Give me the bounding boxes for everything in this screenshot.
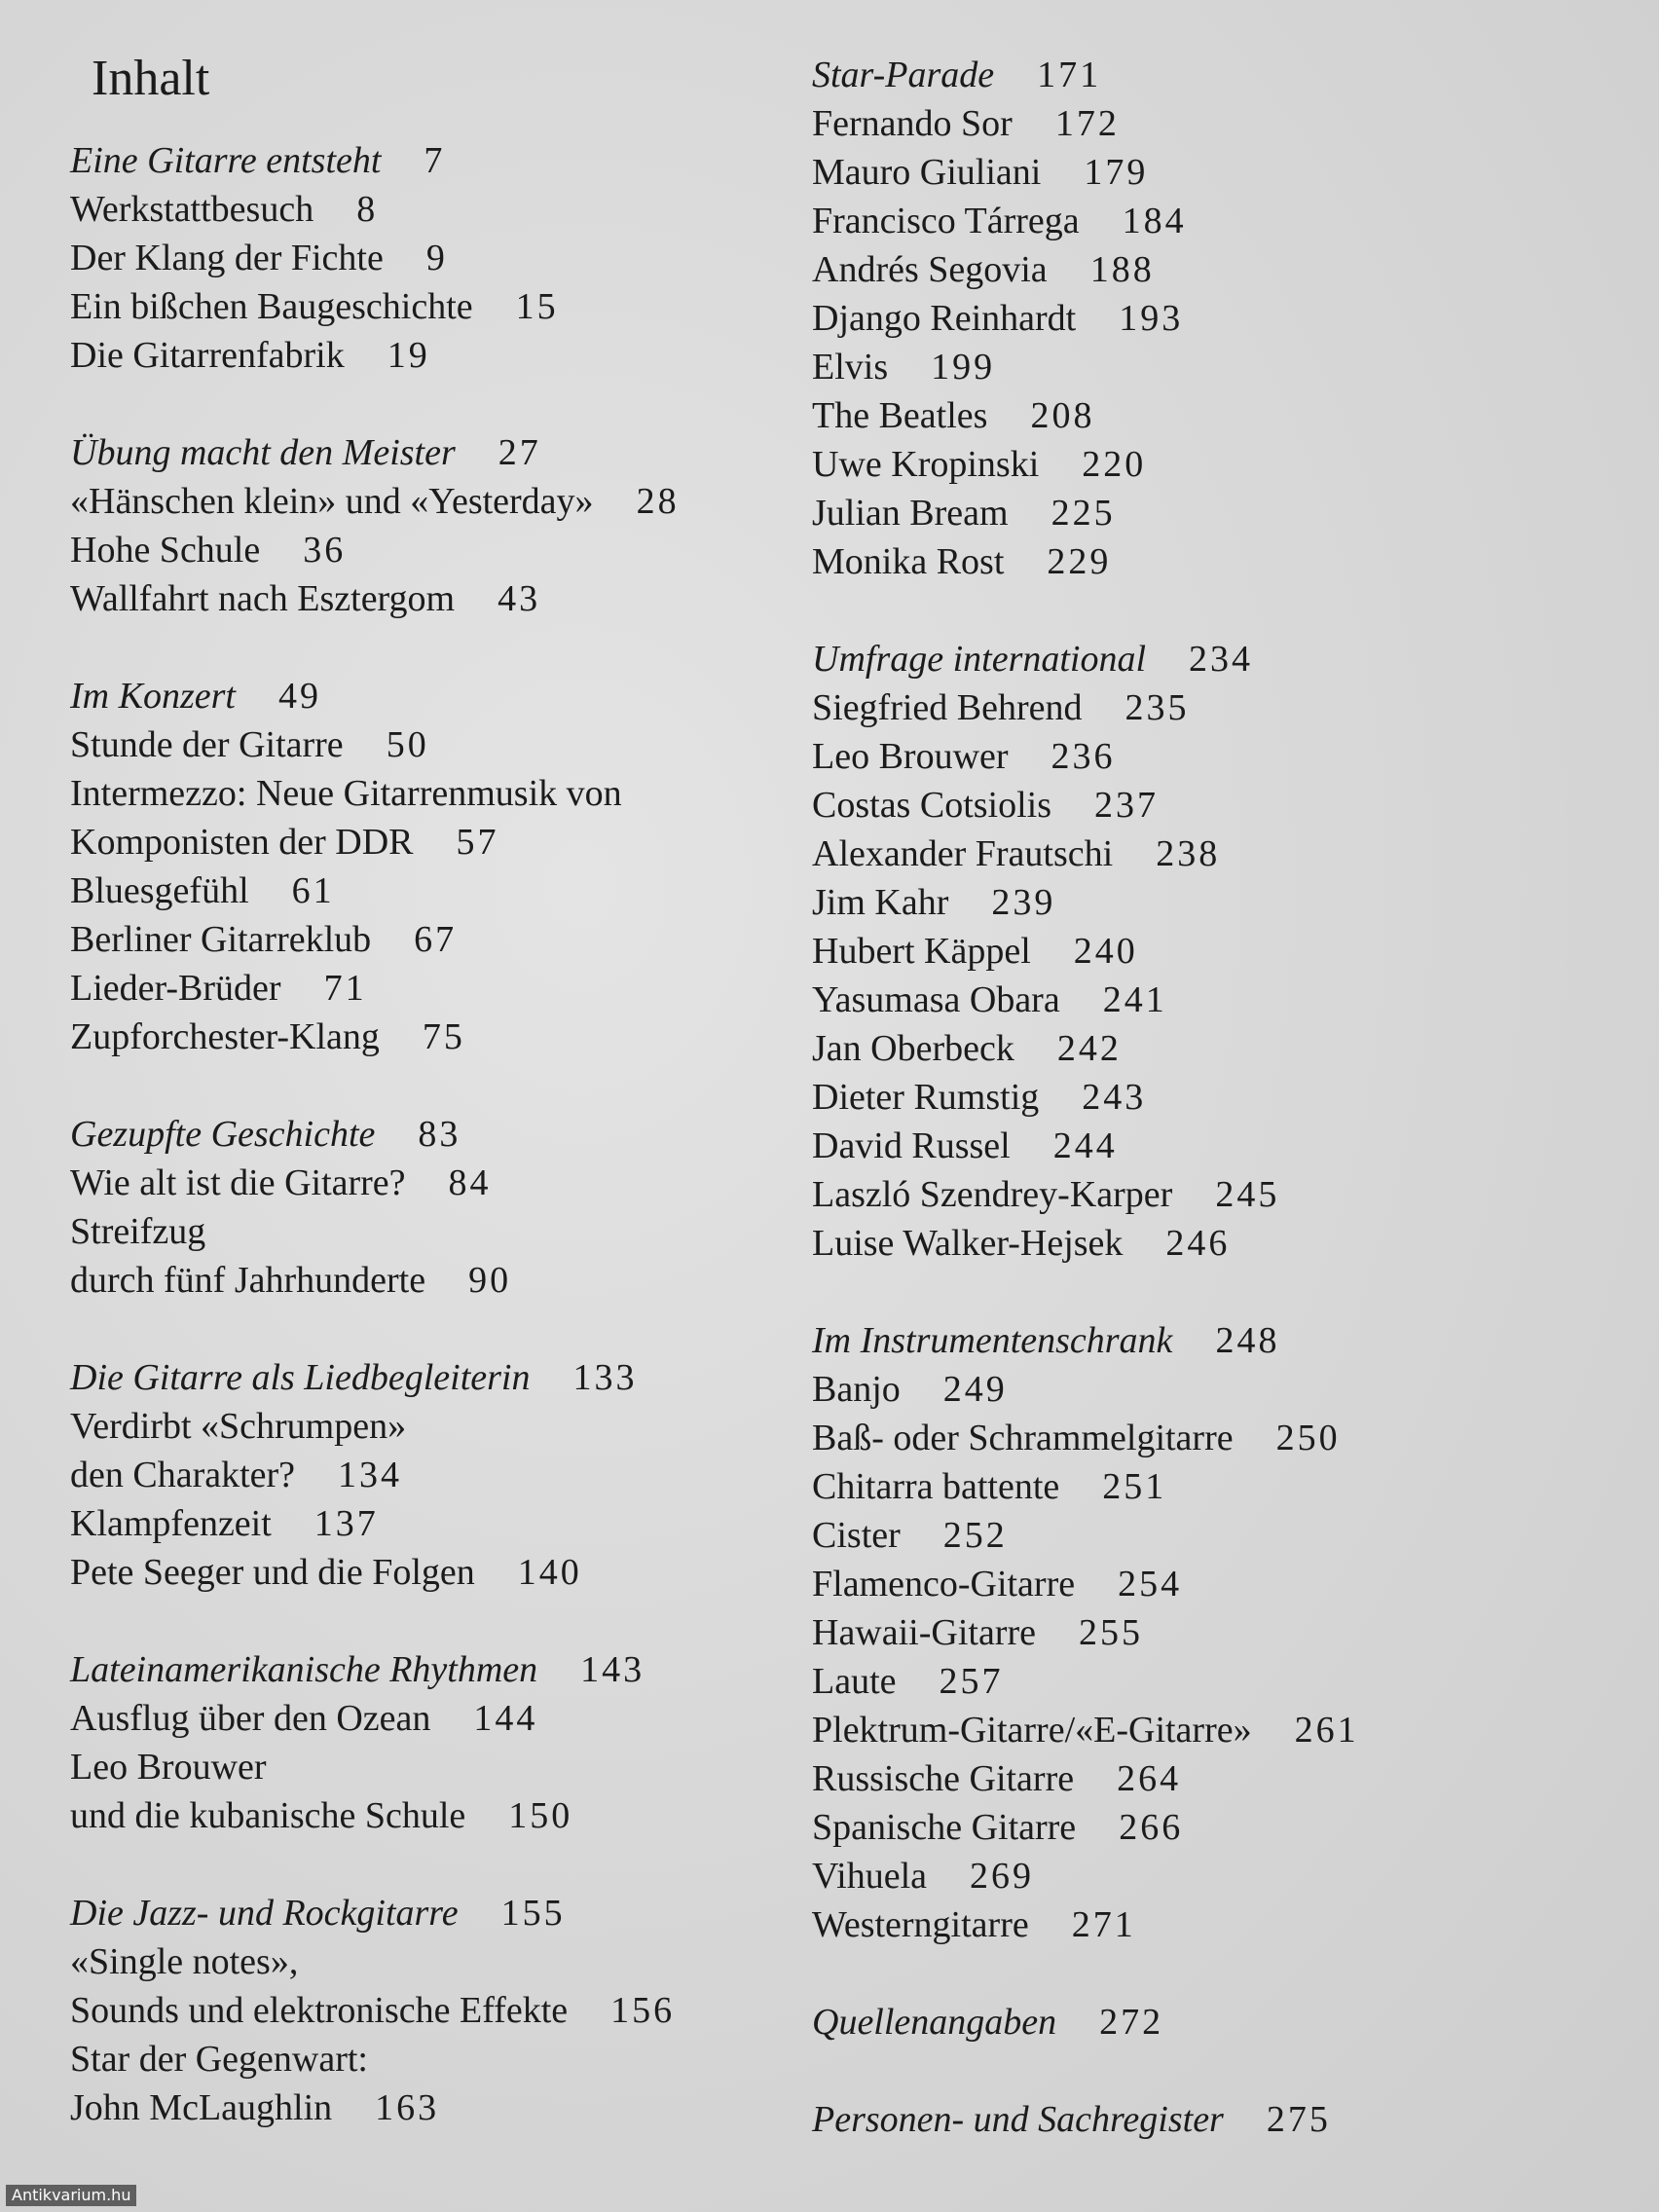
toc-entry — [70, 866, 791, 915]
entry-title: Hubert Käppel — [812, 931, 1031, 972]
toc-entry — [812, 1608, 1610, 1657]
page-number: 220 — [1082, 444, 1147, 485]
toc-entry — [70, 720, 791, 769]
toc-entry — [812, 148, 1610, 197]
entry-title: den Charakter? — [70, 1455, 296, 1495]
toc-entry — [70, 1013, 791, 1061]
section-heading-text: Quellenangaben — [812, 2002, 1057, 2043]
page-number: 163 — [375, 2087, 440, 2128]
entry-title: David Russel — [812, 1125, 1011, 1166]
entry-title: The Beatles — [812, 395, 988, 436]
page-number: 251 — [1102, 1466, 1167, 1507]
page-number: 252 — [942, 1515, 1008, 1556]
toc-entry — [70, 1207, 791, 1256]
page-number: 133 — [572, 1357, 638, 1398]
toc-entry — [812, 683, 1610, 732]
entry-title: Uwe Kropinski — [812, 444, 1040, 485]
entry-title: Zupforchester-Klang — [70, 1016, 380, 1057]
toc-entry — [812, 1122, 1610, 1170]
section-heading — [70, 428, 791, 477]
page-number: 264 — [1117, 1758, 1182, 1799]
toc-entry — [812, 1754, 1610, 1803]
entry-title: Hawaii-Gitarre — [812, 1612, 1036, 1653]
toc-entry — [812, 781, 1610, 830]
section-heading — [70, 1645, 791, 1694]
entry-title: Vihuela — [812, 1856, 928, 1897]
section-heading — [812, 635, 1610, 683]
toc-section — [70, 428, 791, 623]
page-number: 28 — [636, 481, 680, 522]
toc-entry — [812, 99, 1610, 148]
entry-title: Bluesgefühl — [70, 870, 249, 911]
page-number: 238 — [1156, 833, 1221, 874]
page-number: 155 — [500, 1893, 566, 1934]
section-heading-text: Personen- und Sachregister — [812, 2099, 1224, 2140]
page-number: 272 — [1099, 2002, 1164, 2043]
entry-title: Jim Kahr — [812, 882, 949, 923]
toc-section — [812, 51, 1610, 586]
toc-section — [812, 635, 1610, 1268]
page-number: 261 — [1294, 1710, 1359, 1751]
page-number: 193 — [1119, 298, 1184, 339]
toc-entry — [70, 1256, 791, 1305]
page-number: 171 — [1037, 55, 1102, 95]
page-number: 172 — [1054, 103, 1120, 144]
entry-title: Luise Walker-Hejsek — [812, 1223, 1124, 1264]
page-number: 236 — [1051, 736, 1116, 777]
page-number: 241 — [1102, 979, 1167, 1020]
toc-entry — [70, 185, 791, 234]
page-number: 229 — [1047, 541, 1112, 582]
toc-entry — [812, 1170, 1610, 1219]
toc-entry — [70, 331, 791, 380]
page-number: 179 — [1084, 152, 1149, 193]
section-heading — [812, 1998, 1610, 2046]
page-number: 235 — [1124, 687, 1190, 728]
toc-section — [70, 1110, 791, 1305]
toc-left-column — [70, 136, 791, 2132]
page-number: 144 — [473, 1698, 538, 1739]
entry-title: Flamenco-Gitarre — [812, 1564, 1076, 1604]
entry-title: Monika Rost — [812, 541, 1005, 582]
toc-entry — [812, 830, 1610, 878]
section-heading — [70, 672, 791, 720]
entry-title: Wie alt ist die Gitarre? — [70, 1162, 406, 1203]
page-number: 8 — [356, 189, 379, 230]
entry-title: Django Reinhardt — [812, 298, 1077, 339]
entry-title: Dieter Rumstig — [812, 1077, 1040, 1118]
entry-title: Der Klang der Fichte — [70, 238, 384, 278]
entry-title: Plektrum-Gitarre/«E-Gitarre» — [812, 1710, 1252, 1751]
page-number: 269 — [970, 1856, 1035, 1897]
toc-entry — [812, 1511, 1610, 1560]
toc-section — [812, 1316, 1610, 1949]
toc-entry — [812, 1462, 1610, 1511]
toc-entry — [70, 1743, 791, 1791]
page-number: 27 — [498, 432, 541, 473]
toc-entry — [812, 440, 1610, 489]
page-number: 7 — [424, 140, 446, 181]
toc-entry — [812, 1900, 1610, 1949]
section-heading — [70, 1110, 791, 1159]
entry-title: Werkstattbesuch — [70, 189, 314, 230]
entry-title: Julian Bream — [812, 493, 1009, 534]
toc-entry — [812, 1706, 1610, 1754]
toc-entry — [70, 1791, 791, 1840]
toc-entry — [812, 878, 1610, 927]
entry-title: Intermezzo: Neue Gitarrenmusik von — [70, 773, 622, 814]
section-heading-text: Eine Gitarre entsteht — [70, 140, 382, 181]
section-heading — [812, 51, 1610, 99]
page-number: 234 — [1189, 639, 1254, 680]
entry-title: Francisco Tárrega — [812, 201, 1080, 241]
entry-title: Siegfried Behrend — [812, 687, 1083, 728]
section-heading — [70, 136, 791, 185]
page-number: 248 — [1215, 1320, 1280, 1361]
page-number: 245 — [1215, 1174, 1280, 1215]
section-heading-text: Gezupfte Geschichte — [70, 1114, 376, 1155]
page-number: 184 — [1122, 201, 1187, 241]
toc-entry — [812, 732, 1610, 781]
toc-section — [70, 136, 791, 380]
page-number: 255 — [1079, 1612, 1143, 1653]
page-number: 199 — [931, 347, 996, 387]
entry-title: Chitarra battente — [812, 1466, 1060, 1507]
section-heading-text: Im Konzert — [70, 676, 236, 717]
page-number: 9 — [425, 238, 448, 278]
toc-section — [812, 2095, 1610, 2144]
entry-title: Laszló Szendrey-Karper — [812, 1174, 1173, 1215]
page-number: 50 — [386, 724, 429, 765]
toc-entry — [70, 234, 791, 282]
toc-entry — [812, 537, 1610, 586]
page-number: 188 — [1089, 249, 1155, 290]
page-number: 249 — [942, 1369, 1008, 1410]
entry-title: durch fünf Jahrhunderte — [70, 1260, 426, 1301]
entry-title: Pete Seeger und die Folgen — [70, 1552, 475, 1593]
toc-entry — [812, 1219, 1610, 1268]
entry-title: Wallfahrt nach Esztergom — [70, 578, 456, 619]
page-number: 137 — [313, 1503, 379, 1544]
entry-title: Mauro Giuliani — [812, 152, 1042, 193]
page-number: 134 — [338, 1455, 403, 1495]
entry-title: Sounds und elektronische Effekte — [70, 1990, 569, 2031]
section-heading — [812, 1316, 1610, 1365]
toc-entry — [812, 245, 1610, 294]
entry-title: «Single notes», — [70, 1941, 299, 1982]
entry-title: Komponisten der DDR — [70, 822, 414, 863]
entry-title: Hohe Schule — [70, 530, 261, 571]
toc-entry — [70, 2035, 791, 2083]
entry-title: Laute — [812, 1661, 897, 1702]
page-number: 208 — [1030, 395, 1095, 436]
section-heading-text: Star-Parade — [812, 55, 995, 95]
entry-title: Berliner Gitarreklub — [70, 919, 372, 960]
page-number: 71 — [323, 968, 367, 1009]
toc-entry — [812, 927, 1610, 976]
toc-entry — [70, 915, 791, 964]
entry-title: Verdirbt «Schrumpen» — [70, 1406, 407, 1447]
page-number: 43 — [498, 578, 541, 619]
page-number: 242 — [1056, 1028, 1122, 1069]
page-number: 275 — [1266, 2099, 1331, 2140]
page-number: 83 — [418, 1114, 461, 1155]
toc-entry — [70, 282, 791, 331]
page-number: 243 — [1082, 1077, 1147, 1118]
entry-title: Spanische Gitarre — [812, 1807, 1077, 1848]
page-number: 150 — [508, 1795, 573, 1836]
toc-section — [70, 1353, 791, 1597]
page-number: 244 — [1052, 1125, 1118, 1166]
page-number: 266 — [1119, 1807, 1184, 1848]
entry-title: Cister — [812, 1515, 901, 1556]
toc-section — [70, 1889, 791, 2132]
toc-entry — [70, 477, 791, 526]
page-number: 143 — [580, 1649, 645, 1690]
toc-entry — [70, 818, 791, 866]
toc-entry — [70, 1694, 791, 1743]
toc-entry — [70, 1937, 791, 1986]
toc-section — [812, 1998, 1610, 2046]
page-number: 225 — [1051, 493, 1116, 534]
entry-title: Westerngitarre — [812, 1904, 1029, 1945]
entry-title: Russische Gitarre — [812, 1758, 1075, 1799]
toc-entry — [812, 197, 1610, 245]
page-number: 237 — [1094, 785, 1159, 826]
page-number: 57 — [456, 822, 499, 863]
page-title: Inhalt — [92, 51, 210, 106]
toc-right-column — [812, 51, 1610, 2144]
entry-title: Elvis — [812, 347, 889, 387]
toc-entry — [812, 976, 1610, 1024]
toc-entry — [70, 1548, 791, 1597]
entry-title: Die Gitarrenfabrik — [70, 335, 345, 376]
entry-title: «Hänschen klein» und «Yesterday» — [70, 481, 594, 522]
page-number: 246 — [1165, 1223, 1231, 1264]
section-heading-text: Im Instrumentenschrank — [812, 1320, 1173, 1361]
page-number: 19 — [387, 335, 430, 376]
toc-entry — [812, 1024, 1610, 1073]
page-number: 75 — [422, 1016, 465, 1057]
section-heading-text: Lateinamerikanische Rhythmen — [70, 1649, 538, 1690]
toc-entry — [70, 526, 791, 574]
page-number: 61 — [291, 870, 335, 911]
page-number: 239 — [991, 882, 1056, 923]
toc-entry — [70, 1159, 791, 1207]
toc-entry — [70, 1451, 791, 1499]
page-number: 90 — [468, 1260, 512, 1301]
toc-entry — [70, 2083, 791, 2132]
entry-title: Lieder-Brüder — [70, 968, 281, 1009]
toc-entry — [812, 1365, 1610, 1414]
entry-title: John McLaughlin — [70, 2087, 333, 2128]
entry-title: Fernando Sor — [812, 103, 1013, 144]
entry-title: Banjo — [812, 1369, 901, 1410]
entry-title: Ausflug über den Ozean — [70, 1698, 431, 1739]
entry-title: Andrés Segovia — [812, 249, 1048, 290]
page-number: 140 — [517, 1552, 582, 1593]
entry-title: und die kubanische Schule — [70, 1795, 466, 1836]
section-heading — [70, 1889, 791, 1937]
page-number: 67 — [414, 919, 458, 960]
section-heading — [812, 2095, 1610, 2144]
toc-entry — [70, 964, 791, 1013]
section-heading-text: Umfrage international — [812, 639, 1147, 680]
watermark: Antikvarium.hu — [6, 2185, 136, 2206]
entry-title: Stunde der Gitarre — [70, 724, 344, 765]
entry-title: Alexander Frautschi — [812, 833, 1114, 874]
toc-entry — [70, 1402, 791, 1451]
entry-title: Baß- oder Schrammelgitarre — [812, 1418, 1234, 1458]
toc-entry — [812, 391, 1610, 440]
toc-entry — [812, 294, 1610, 343]
page-number: 271 — [1071, 1904, 1136, 1945]
entry-title: Jan Oberbeck — [812, 1028, 1014, 1069]
page-number: 250 — [1275, 1418, 1341, 1458]
toc-entry — [812, 1560, 1610, 1608]
section-heading-text: Übung macht den Meister — [70, 432, 456, 473]
toc-entry — [70, 1499, 791, 1548]
entry-title: Yasumasa Obara — [812, 979, 1060, 1020]
toc-entry — [812, 489, 1610, 537]
toc-entry — [812, 1657, 1610, 1706]
toc-entry — [812, 1852, 1610, 1900]
entry-title: Klampfenzeit — [70, 1503, 272, 1544]
entry-title: Leo Brouwer — [812, 736, 1009, 777]
page-number: 15 — [515, 286, 559, 327]
toc-entry — [812, 1073, 1610, 1122]
page-number: 257 — [939, 1661, 1004, 1702]
entry-title: Star der Gegenwart: — [70, 2039, 368, 2080]
section-heading-text: Die Gitarre als Liedbegleiterin — [70, 1357, 531, 1398]
toc-section — [70, 1645, 791, 1840]
toc-entry — [70, 574, 791, 623]
entry-title: Ein bißchen Baugeschichte — [70, 286, 473, 327]
page-number: 84 — [448, 1162, 492, 1203]
toc-section — [70, 672, 791, 1061]
toc-entry — [812, 1414, 1610, 1462]
page-number: 254 — [1118, 1564, 1183, 1604]
section-heading-text: Die Jazz- und Rockgitarre — [70, 1893, 459, 1934]
page-number: 49 — [277, 676, 321, 717]
entry-title: Costas Cotsiolis — [812, 785, 1051, 826]
toc-entry — [70, 1986, 791, 2035]
entry-title: Leo Brouwer — [70, 1747, 267, 1788]
toc-entry — [812, 1803, 1610, 1852]
toc-entry — [70, 769, 791, 818]
page-number: 240 — [1073, 931, 1138, 972]
toc-entry — [812, 343, 1610, 391]
section-heading — [70, 1353, 791, 1402]
page-number: 156 — [610, 1990, 676, 2031]
entry-title: Streifzug — [70, 1211, 206, 1252]
page-number: 36 — [303, 530, 347, 571]
